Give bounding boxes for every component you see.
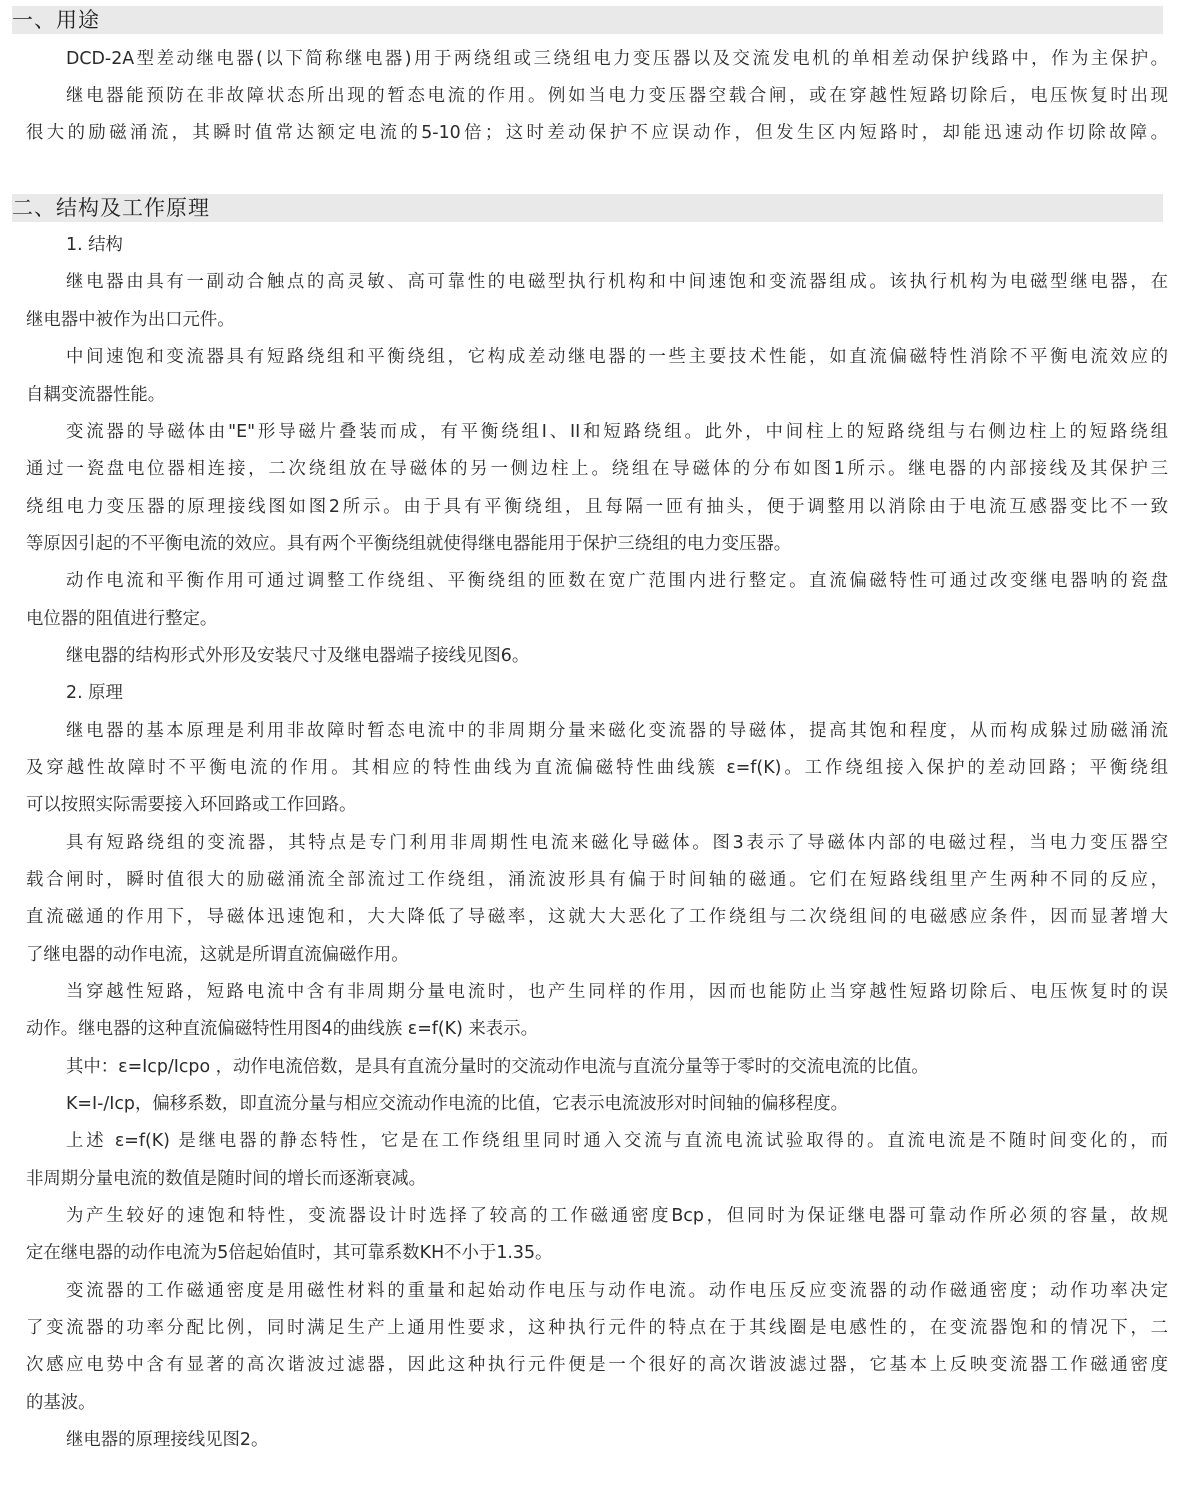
paragraph-line: 具有短路绕组的变流器，其特点是专门利用非周期性电流来磁化导磁体。图3表示了导磁体内部的电磁过程，当电力变压器空 (66, 833, 1168, 853)
paragraph-line: 变流器的工作磁通密度是用磁性材料的重量和起始动作电压与动作电流。动作电压反应变流器的动作磁通密度；动作功率决定 (66, 1281, 1168, 1301)
subsection-heading: 1. 结构 (66, 235, 123, 255)
section-title-structure: 二、结构及工作原理 (12, 196, 210, 220)
paragraph-line: 定在继电器的动作电流为5倍起始值时，其可靠系数KH不小于1.35。 (26, 1243, 553, 1263)
paragraph-line: 次感应电势中含有显著的高次谐波过滤器，因此这种执行元件便是一个很好的高次谐波滤过器，它基本上反映变流器工作磁通密度 (26, 1355, 1168, 1375)
paragraph-line: 直流磁通的作用下，导磁体迅速饱和，大大降低了导磁率，这就大大恶化了工作绕组与二次绕组间的电磁感应条件，因而显著增大 (26, 907, 1168, 927)
paragraph-line: 上述 ε=f(K) 是继电器的静态特性，它是在工作绕组里同时通入交流与直流电流试验取得的。直流电流是不随时间变化的，而 (66, 1131, 1168, 1151)
subsection-heading: 2. 原理 (66, 683, 123, 703)
paragraph-line: 变流器的导磁体由"E"形导磁片叠装而成，有平衡绕组I、II和短路绕组。此外，中间柱上的短路绕组与右侧边柱上的短路绕组 (66, 422, 1168, 442)
paragraph-line: 其中：ε=Icp/Icpo ，动作电流倍数，是具有直流分量时的交流动作电流与直流分量等于零时的交流电流的比值。 (66, 1057, 929, 1077)
paragraph-line: 载合闸时，瞬时值很大的励磁涌流全部流过工作绕组，涌流波形具有偏于时间轴的磁通。它们在短路线组里产生两种不同的反应， (26, 870, 1168, 890)
paragraph-line: 继电器的结构形式外形及安装尺寸及继电器端子接线见图6。 (66, 646, 530, 666)
section-title-usage: 一、用途 (12, 8, 100, 32)
paragraph-line: 为产生较好的速饱和特性，变流器设计时选择了较高的工作磁通密度Bcp，但同时为保证继电器可靠动作所必须的容量，故规 (66, 1206, 1168, 1226)
paragraph-line: 的基波。 (26, 1393, 96, 1413)
paragraph-line: 非周期分量电流的数值是随时间的增长而逐渐衰减。 (26, 1169, 426, 1189)
paragraph-line: K=I-/Icp，偏移系数，即直流分量与相应交流动作电流的比值，它表示电流波形对时间轴的偏移程度。 (66, 1094, 848, 1114)
paragraph-line: 自耦变流器性能。 (26, 385, 166, 405)
paragraph-line: 动作。继电器的这种直流偏磁特性用图4的曲线族 ε=f(K) 来表示。 (26, 1019, 538, 1039)
paragraph-line: DCD-2A型差动继电器(以下简称继电器)用于两绕组或三绕组电力变压器以及交流发电机的单相差动保护线路中，作为主保护。 (66, 49, 1168, 69)
paragraph-line: 电位器的阻值进行整定。 (26, 609, 218, 629)
paragraph-line: 继电器的原理接线见图2。 (66, 1430, 269, 1450)
paragraph-line: 继电器能预防在非故障状态所出现的暂态电流的作用。例如当电力变压器空载合闸，或在穿越性短路切除后，电压恢复时出现 (66, 86, 1168, 106)
paragraph-line: 中间速饱和变流器具有短路绕组和平衡绕组，它构成差动继电器的一些主要技术性能，如直流偏磁特性消除不平衡电流效应的 (66, 347, 1168, 367)
paragraph-line: 可以按照实际需要接入环回路或工作回路。 (26, 795, 357, 815)
paragraph-line: 了变流器的功率分配比例，同时满足生产上通用性要求，这种执行元件的特点在于其线圈是电感性的，在变流器饱和的情况下，二 (26, 1318, 1168, 1338)
paragraph-line: 继电器中被作为出口元件。 (26, 310, 235, 330)
paragraph-line: 了继电器的动作电流，这就是所谓直流偏磁作用。 (26, 945, 409, 965)
paragraph-line: 动作电流和平衡作用可通过调整工作绕组、平衡绕组的匝数在宽广范围内进行整定。直流偏磁特性可通过改变继电器呐的瓷盘 (66, 571, 1168, 591)
paragraph-line: 继电器由具有一副动合触点的高灵敏、高可靠性的电磁型执行机构和中间速饱和变流器组成。该执行机构为电磁型继电器，在 (66, 272, 1168, 292)
paragraph-line: 继电器的基本原理是利用非故障时暂态电流中的非周期分量来磁化变流器的导磁体，提高其饱和程度，从而构成躲过励磁涌流 (66, 721, 1168, 741)
section-header-bar (12, 6, 1163, 34)
paragraph-line: 等原因引起的不平衡电流的效应。具有两个平衡绕组就使得继电器能用于保护三绕组的电力变压器。 (26, 534, 792, 554)
paragraph-line: 及穿越性故障时不平衡电流的作用。其相应的特性曲线为直流偏磁特性曲线簇 ε=f(K)。工作绕组接入保护的差动回路；平衡绕组 (26, 758, 1168, 778)
paragraph-line: 很大的励磁涌流，其瞬时值常达额定电流的5-10倍；这时差动保护不应误动作，但发生区内短路时，却能迅速动作切除故障。 (26, 123, 1168, 143)
paragraph-line: 通过一瓷盘电位器相连接，二次绕组放在导磁体的另一侧边柱上。绕组在导磁体的分布如图1所示。继电器的内部接线及其保护三 (26, 459, 1168, 479)
paragraph-line: 当穿越性短路，短路电流中含有非周期分量电流时，也产生同样的作用，因而也能防止当穿越性短路切除后、电压恢复时的误 (66, 982, 1168, 1002)
paragraph-line: 绕组电力变压器的原理接线图如图2所示。由于具有平衡绕组，且每隔一匝有抽头，便于调整用以消除由于电流互感器变比不一致 (26, 497, 1168, 517)
